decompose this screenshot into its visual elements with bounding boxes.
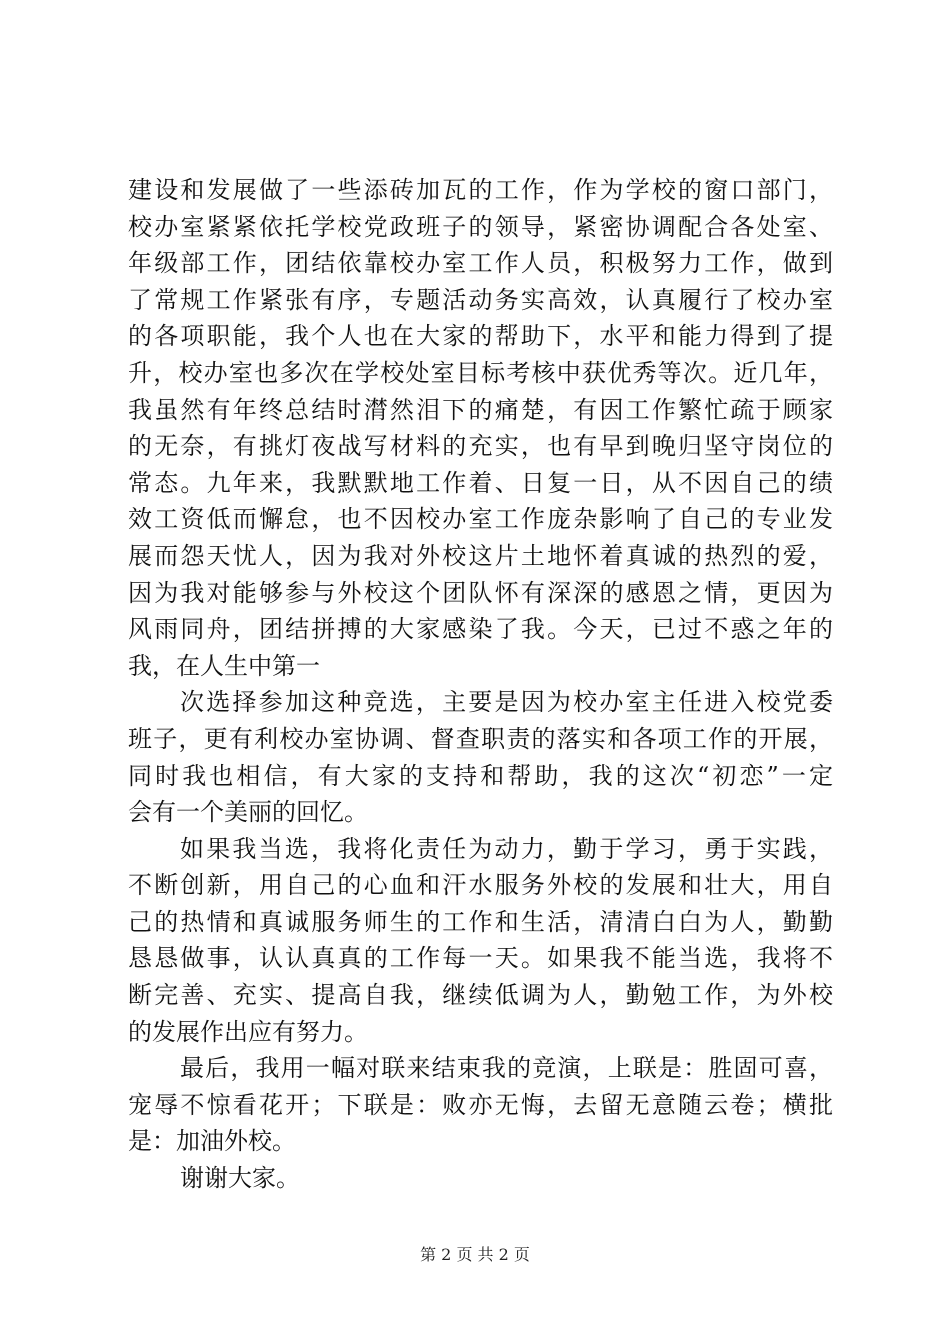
text-line: 因为我对能够参与外校这个团队怀有深深的感恩之情，更因为 [128, 578, 833, 607]
text-line: 班子，更有利校办室协调、督查职责的落实和各项工作的开展， [128, 724, 833, 753]
text-line: 不断创新，用自己的心血和汗水服务外校的发展和壮大，用自 [128, 871, 833, 900]
text-line: 次选择参加这种竞选，主要是因为校办室主任进入校党委 [180, 688, 833, 717]
paragraph-3 [128, 831, 833, 1051]
text-line: 的各项职能，我个人也在大家的帮助下，水平和能力得到了提 [128, 322, 833, 351]
paragraph-2 [128, 684, 833, 830]
text-line: 校办室紧紧依托学校党政班子的领导，紧密协调配合各处室、 [128, 212, 833, 241]
text-line: 我，在人生中第一 [128, 651, 320, 680]
paragraph-1 [128, 172, 833, 684]
paragraph-4 [128, 1050, 833, 1160]
text-line: 年级部工作，团结依靠校办室工作人员，积极努力工作，做到 [128, 249, 833, 278]
text-line: 谢谢大家。 [180, 1164, 300, 1193]
text-line: 最后，我用一幅对联来结束我的竞演，上联是：胜固可喜， [180, 1054, 833, 1083]
text-line: 如果我当选，我将化责任为动力，勤于学习，勇于实践， [180, 834, 833, 863]
text-line: 宠辱不惊看花开；下联是：败亦无悔，去留无意随云卷；横批 [128, 1090, 833, 1119]
text-line: 的无奈，有挑灯夜战写材料的充实，也有早到晚归坚守岗位的 [128, 432, 833, 461]
page-number-label: 第 2 页 共 2 页 [420, 1245, 530, 1264]
text-line: 常态。九年来，我默默地工作着、日复一日，从不因自己的绩 [128, 468, 833, 497]
text-line: 展而怨天忧人，因为我对外校这片土地怀着真诚的热烈的爱， [128, 541, 833, 570]
document-body [128, 172, 833, 1197]
text-line: 恳恳做事，认认真真的工作每一天。如果我不能当选，我将不 [128, 944, 833, 973]
text-line: 风雨同舟，团结拼搏的大家感染了我。今天，已过不惑之年的 [128, 615, 833, 644]
text-line: 断完善、充实、提高自我，继续低调为人，勤勉工作，为外校 [128, 981, 833, 1010]
text-line: 的发展作出应有努力。 [128, 1017, 368, 1046]
text-line: 同时我也相信，有大家的支持和帮助，我的这次“初恋”一定 [128, 761, 833, 790]
text-line: 是：加油外校。 [128, 1127, 296, 1156]
text-line: 建设和发展做了一些添砖加瓦的工作，作为学校的窗口部门， [128, 176, 833, 204]
text-line: 会有一个美丽的回忆。 [128, 798, 368, 827]
text-line: 己的热情和真诚服务师生的工作和生活，清清白白为人，勤勤 [128, 907, 833, 936]
text-line: 效工资低而懈怠，也不因校办室工作庞杂影响了自己的专业发 [128, 505, 833, 534]
text-line: 我虽然有年终总结时潸然泪下的痛楚，有因工作繁忙疏于顾家 [128, 395, 833, 424]
paragraph-5 [128, 1160, 833, 1197]
text-line: 升，校办室也多次在学校处室目标考核中获优秀等次。近几年， [128, 358, 833, 387]
page-footer [0, 1245, 950, 1265]
text-line: 了常规工作紧张有序，专题活动务实高效，认真履行了校办室 [128, 285, 833, 314]
